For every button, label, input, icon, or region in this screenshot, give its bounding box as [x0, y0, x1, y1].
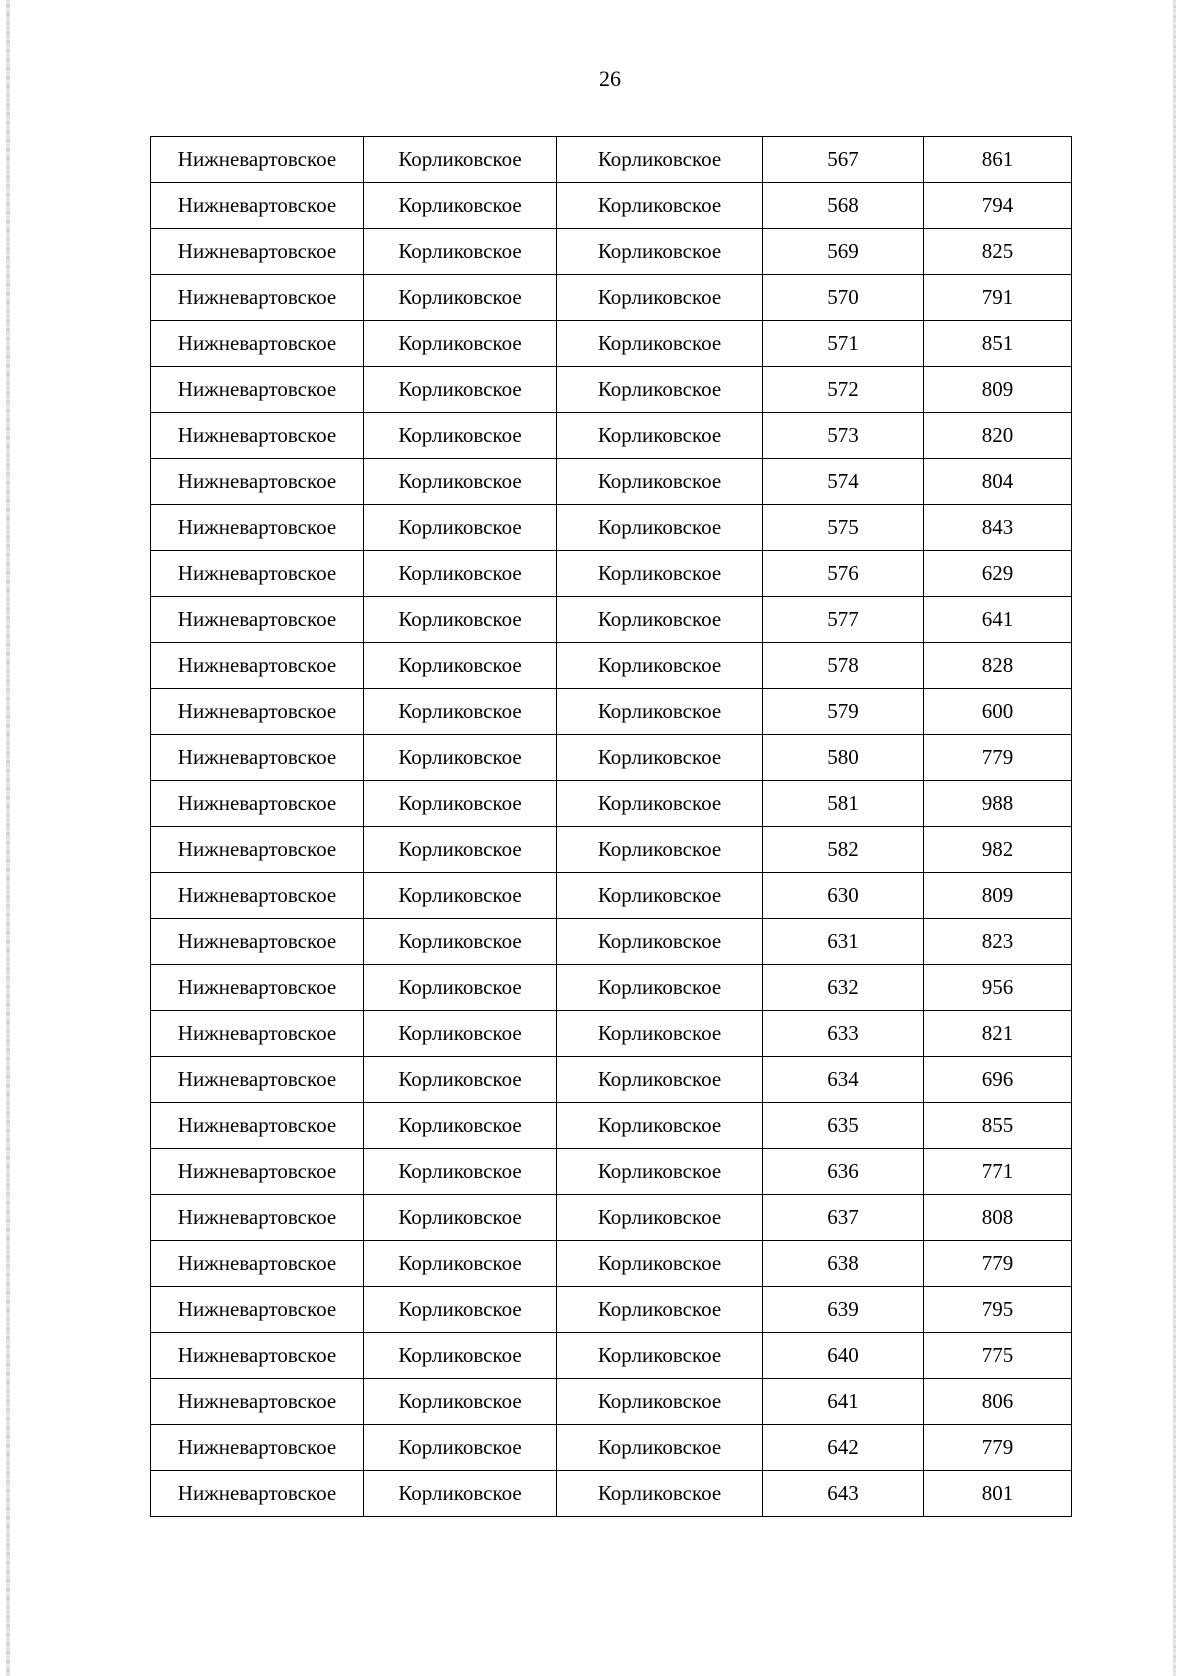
number-cell: 631 [763, 919, 924, 965]
district-cell: Корликовское [364, 1471, 557, 1517]
region-cell: Нижневартовское [151, 1241, 364, 1287]
table-row [151, 183, 1072, 229]
value-cell: 808 [924, 1195, 1072, 1241]
field-cell: Корликовское [557, 689, 763, 735]
district-cell: Корликовское [364, 827, 557, 873]
field-cell: Корликовское [557, 827, 763, 873]
district-cell: Корликовское [364, 781, 557, 827]
number-cell: 571 [763, 321, 924, 367]
number-cell: 641 [763, 1379, 924, 1425]
value-cell: 629 [924, 551, 1072, 597]
value-cell: 779 [924, 1425, 1072, 1471]
field-cell: Корликовское [557, 1057, 763, 1103]
region-cell: Нижневартовское [151, 1103, 364, 1149]
table-row [151, 643, 1072, 689]
field-cell: Корликовское [557, 1103, 763, 1149]
table-row [151, 321, 1072, 367]
field-cell: Корликовское [557, 459, 763, 505]
table-row [151, 367, 1072, 413]
table-row [151, 735, 1072, 781]
number-cell: 568 [763, 183, 924, 229]
number-cell: 582 [763, 827, 924, 873]
number-cell: 640 [763, 1333, 924, 1379]
table-row [151, 1149, 1072, 1195]
district-cell: Корликовское [364, 1425, 557, 1471]
region-cell: Нижневартовское [151, 413, 364, 459]
value-cell: 851 [924, 321, 1072, 367]
table-row [151, 1471, 1072, 1517]
number-cell: 573 [763, 413, 924, 459]
value-cell: 600 [924, 689, 1072, 735]
value-cell: 804 [924, 459, 1072, 505]
region-cell: Нижневартовское [151, 1287, 364, 1333]
number-cell: 574 [763, 459, 924, 505]
field-cell: Корликовское [557, 919, 763, 965]
region-cell: Нижневартовское [151, 689, 364, 735]
table-row [151, 597, 1072, 643]
district-cell: Корликовское [364, 229, 557, 275]
value-cell: 791 [924, 275, 1072, 321]
field-cell: Корликовское [557, 1149, 763, 1195]
table-row [151, 459, 1072, 505]
region-cell: Нижневартовское [151, 183, 364, 229]
district-cell: Корликовское [364, 1379, 557, 1425]
number-cell: 578 [763, 643, 924, 689]
value-cell: 771 [924, 1149, 1072, 1195]
district-cell: Корликовское [364, 643, 557, 689]
district-cell: Корликовское [364, 689, 557, 735]
value-cell: 775 [924, 1333, 1072, 1379]
value-cell: 806 [924, 1379, 1072, 1425]
value-cell: 828 [924, 643, 1072, 689]
value-cell: 861 [924, 137, 1072, 183]
field-cell: Корликовское [557, 1241, 763, 1287]
district-cell: Корликовское [364, 321, 557, 367]
region-cell: Нижневартовское [151, 1425, 364, 1471]
number-cell: 576 [763, 551, 924, 597]
region-cell: Нижневартовское [151, 919, 364, 965]
value-cell: 779 [924, 1241, 1072, 1287]
field-cell: Корликовское [557, 137, 763, 183]
value-cell: 809 [924, 873, 1072, 919]
district-cell: Корликовское [364, 1057, 557, 1103]
field-cell: Корликовское [557, 597, 763, 643]
field-cell: Корликовское [557, 1333, 763, 1379]
region-cell: Нижневартовское [151, 1379, 364, 1425]
field-cell: Корликовское [557, 229, 763, 275]
value-cell: 843 [924, 505, 1072, 551]
district-cell: Корликовское [364, 1241, 557, 1287]
value-cell: 982 [924, 827, 1072, 873]
field-cell: Корликовское [557, 873, 763, 919]
table-row [151, 551, 1072, 597]
scan-edge-left [6, 0, 10, 1676]
value-cell: 801 [924, 1471, 1072, 1517]
district-cell: Корликовское [364, 551, 557, 597]
table-row [151, 1011, 1072, 1057]
field-cell: Корликовское [557, 1287, 763, 1333]
table-row [151, 137, 1072, 183]
table-row [151, 413, 1072, 459]
table-row [151, 1057, 1072, 1103]
district-cell: Корликовское [364, 1333, 557, 1379]
number-cell: 630 [763, 873, 924, 919]
field-cell: Корликовское [557, 413, 763, 459]
region-cell: Нижневартовское [151, 1057, 364, 1103]
field-cell: Корликовское [557, 367, 763, 413]
district-cell: Корликовское [364, 873, 557, 919]
field-cell: Корликовское [557, 321, 763, 367]
value-cell: 794 [924, 183, 1072, 229]
field-cell: Корликовское [557, 1471, 763, 1517]
table-row [151, 919, 1072, 965]
field-cell: Корликовское [557, 551, 763, 597]
district-cell: Корликовское [364, 1011, 557, 1057]
number-cell: 567 [763, 137, 924, 183]
table-row [151, 1287, 1072, 1333]
region-cell: Нижневартовское [151, 1471, 364, 1517]
number-cell: 639 [763, 1287, 924, 1333]
value-cell: 825 [924, 229, 1072, 275]
field-cell: Корликовское [557, 1425, 763, 1471]
value-cell: 956 [924, 965, 1072, 1011]
value-cell: 855 [924, 1103, 1072, 1149]
table-body [151, 137, 1072, 1517]
table-row [151, 689, 1072, 735]
table-row [151, 1425, 1072, 1471]
value-cell: 696 [924, 1057, 1072, 1103]
field-cell: Корликовское [557, 505, 763, 551]
table-row [151, 965, 1072, 1011]
region-cell: Нижневартовское [151, 1011, 364, 1057]
region-cell: Нижневартовское [151, 137, 364, 183]
district-cell: Корликовское [364, 367, 557, 413]
table-row [151, 781, 1072, 827]
field-cell: Корликовское [557, 965, 763, 1011]
region-cell: Нижневартовское [151, 505, 364, 551]
number-cell: 572 [763, 367, 924, 413]
value-cell: 779 [924, 735, 1072, 781]
table-row [151, 1103, 1072, 1149]
district-cell: Корликовское [364, 137, 557, 183]
region-cell: Нижневартовское [151, 735, 364, 781]
number-cell: 637 [763, 1195, 924, 1241]
district-cell: Корликовское [364, 919, 557, 965]
region-cell: Нижневартовское [151, 229, 364, 275]
number-cell: 635 [763, 1103, 924, 1149]
region-cell: Нижневартовское [151, 275, 364, 321]
district-cell: Корликовское [364, 1195, 557, 1241]
region-cell: Нижневартовское [151, 459, 364, 505]
field-cell: Корликовское [557, 1379, 763, 1425]
district-cell: Корликовское [364, 965, 557, 1011]
number-cell: 577 [763, 597, 924, 643]
number-cell: 642 [763, 1425, 924, 1471]
number-cell: 580 [763, 735, 924, 781]
value-cell: 823 [924, 919, 1072, 965]
region-cell: Нижневартовское [151, 873, 364, 919]
number-cell: 570 [763, 275, 924, 321]
district-cell: Корликовское [364, 1287, 557, 1333]
region-cell: Нижневартовское [151, 827, 364, 873]
number-cell: 643 [763, 1471, 924, 1517]
page-number: 26 [599, 66, 621, 91]
district-cell: Корликовское [364, 597, 557, 643]
region-cell: Нижневартовское [151, 781, 364, 827]
table-row [151, 1195, 1072, 1241]
value-cell: 821 [924, 1011, 1072, 1057]
table-row [151, 1379, 1072, 1425]
region-cell: Нижневартовское [151, 321, 364, 367]
table-row [151, 505, 1072, 551]
number-cell: 575 [763, 505, 924, 551]
number-cell: 581 [763, 781, 924, 827]
value-cell: 820 [924, 413, 1072, 459]
field-cell: Корликовское [557, 183, 763, 229]
field-cell: Корликовское [557, 1011, 763, 1057]
region-cell: Нижневартовское [151, 551, 364, 597]
scan-edge-right [1173, 0, 1176, 1676]
district-cell: Корликовское [364, 413, 557, 459]
district-cell: Корликовское [364, 459, 557, 505]
table-row [151, 1333, 1072, 1379]
number-cell: 634 [763, 1057, 924, 1103]
table-row [151, 827, 1072, 873]
field-cell: Корликовское [557, 643, 763, 689]
table-row [151, 873, 1072, 919]
data-table [150, 136, 1072, 1517]
value-cell: 988 [924, 781, 1072, 827]
district-cell: Корликовское [364, 183, 557, 229]
number-cell: 632 [763, 965, 924, 1011]
region-cell: Нижневартовское [151, 367, 364, 413]
table-row [151, 229, 1072, 275]
table-row [151, 1241, 1072, 1287]
region-cell: Нижневартовское [151, 1149, 364, 1195]
field-cell: Корликовское [557, 781, 763, 827]
region-cell: Нижневартовское [151, 643, 364, 689]
number-cell: 569 [763, 229, 924, 275]
region-cell: Нижневартовское [151, 965, 364, 1011]
region-cell: Нижневартовское [151, 597, 364, 643]
number-cell: 579 [763, 689, 924, 735]
value-cell: 641 [924, 597, 1072, 643]
district-cell: Корликовское [364, 1103, 557, 1149]
district-cell: Корликовское [364, 735, 557, 781]
field-cell: Корликовское [557, 735, 763, 781]
district-cell: Корликовское [364, 275, 557, 321]
region-cell: Нижневартовское [151, 1195, 364, 1241]
value-cell: 795 [924, 1287, 1072, 1333]
number-cell: 638 [763, 1241, 924, 1287]
number-cell: 633 [763, 1011, 924, 1057]
district-cell: Корликовское [364, 505, 557, 551]
region-cell: Нижневартовское [151, 1333, 364, 1379]
district-cell: Корликовское [364, 1149, 557, 1195]
field-cell: Корликовское [557, 1195, 763, 1241]
table-row [151, 275, 1072, 321]
field-cell: Корликовское [557, 275, 763, 321]
number-cell: 636 [763, 1149, 924, 1195]
value-cell: 809 [924, 367, 1072, 413]
